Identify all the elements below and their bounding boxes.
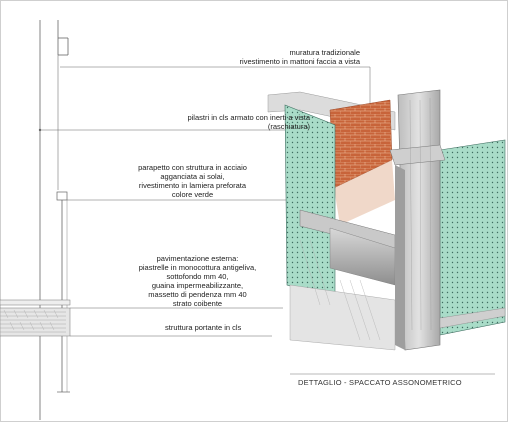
label-muratura	[150, 48, 360, 66]
label-struttura	[165, 323, 241, 332]
label-pilastri	[110, 113, 310, 131]
label-line: rivestimento in lamiera preforata	[138, 181, 247, 190]
label-line: agganciata ai solai,	[160, 172, 225, 181]
drawing-title: DETTAGLIO - SPACCATO ASSONOMETRICO	[298, 378, 462, 387]
label-line: sottofondo mm 40,	[166, 272, 229, 281]
label-line: guaina impermeabilizzante,	[151, 281, 244, 290]
label-line: piastrelle in monocottura antigeliva,	[138, 263, 257, 272]
floor-slab	[0, 300, 70, 336]
label-line: colore verde	[171, 190, 214, 199]
label-line: pavimentazione esterna:	[156, 254, 239, 263]
label-line: massetto di pendenza mm 40	[148, 290, 247, 299]
label-line: struttura portante in cls	[165, 323, 242, 332]
label-parapetto	[100, 163, 285, 199]
label-line: rivestimento in mattoni faccia a vista	[239, 57, 360, 66]
label-pavimentazione	[105, 254, 290, 308]
parapet-section	[57, 192, 70, 392]
label-line: (raschiatura)	[267, 122, 310, 131]
label-line: pilastri in cls armato con inerti a vista	[187, 113, 310, 122]
label-line: strato coibente	[172, 299, 223, 308]
wall-section	[39, 20, 68, 420]
label-line: muratura tradizionale	[289, 48, 360, 57]
label-line: parapetto con struttura in acciaio	[138, 163, 247, 172]
